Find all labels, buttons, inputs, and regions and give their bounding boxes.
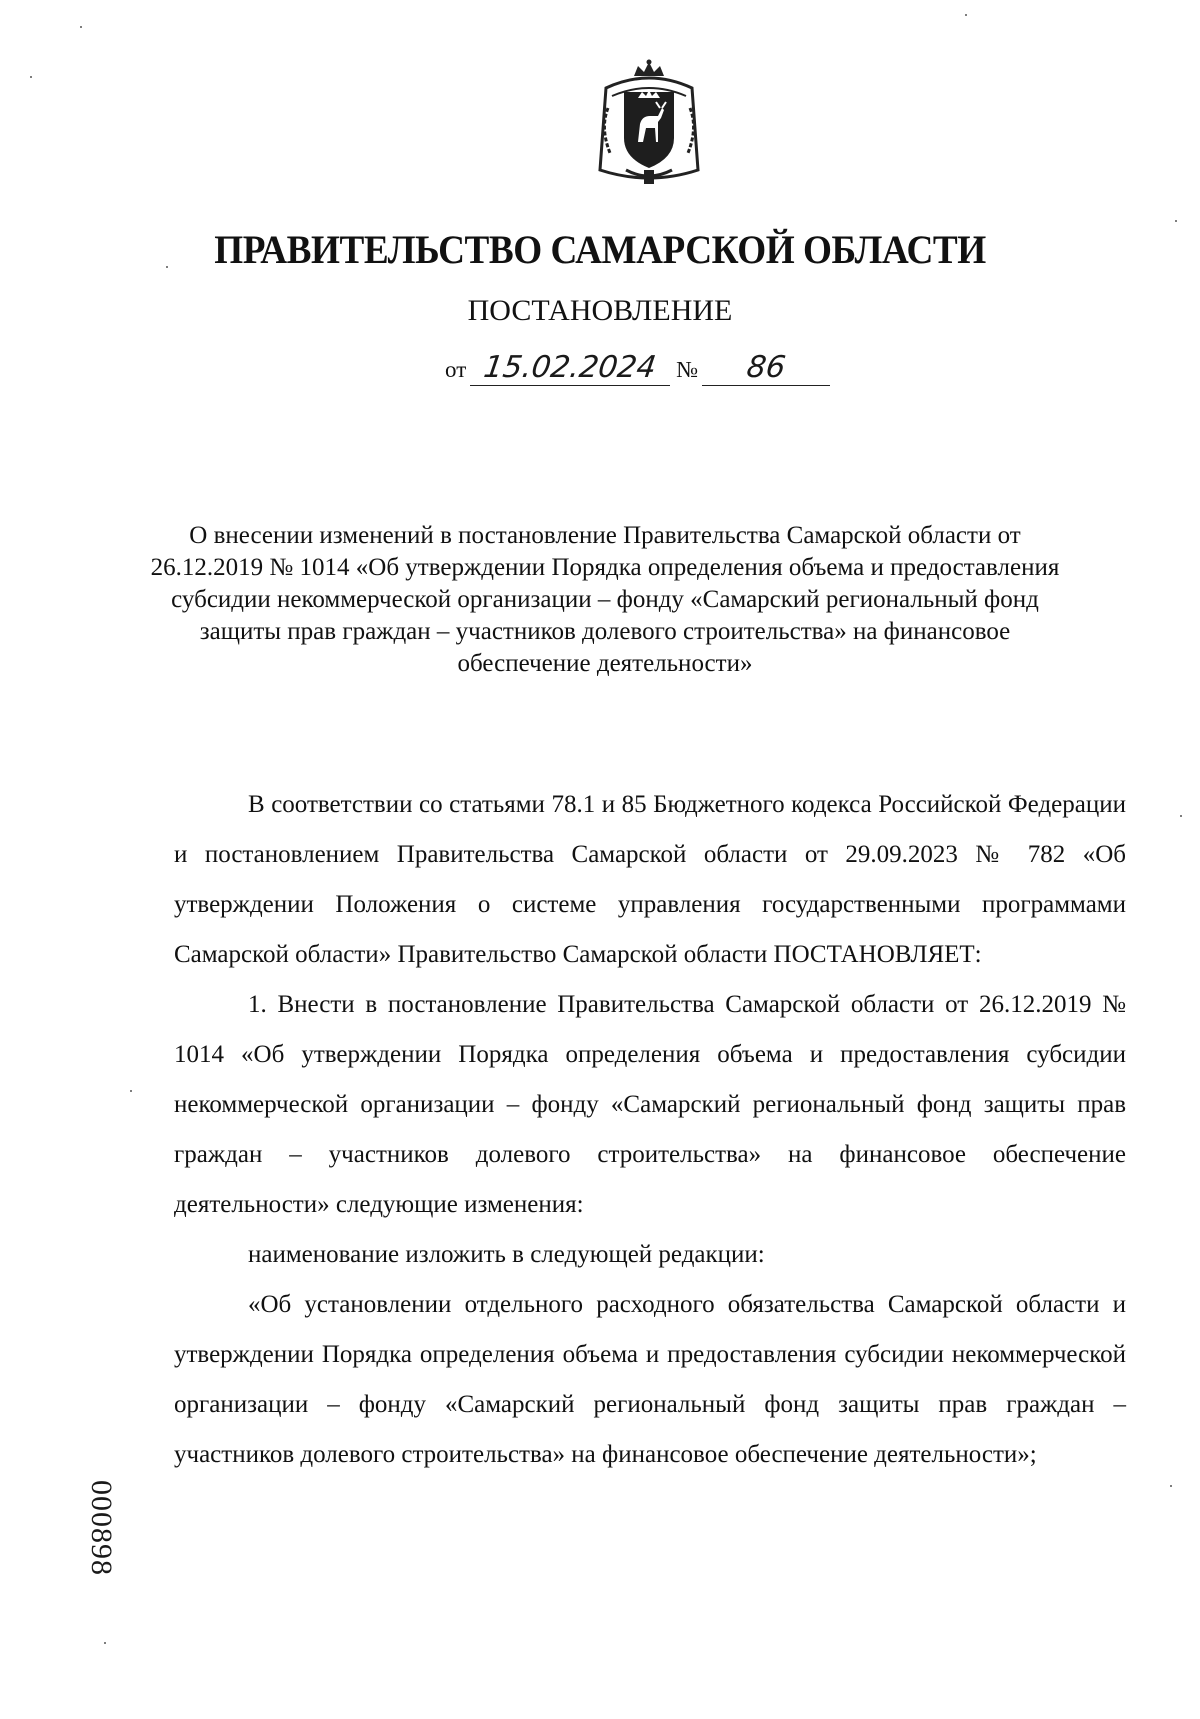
samara-coat-of-arms-icon — [586, 58, 712, 186]
item-1-sub-paragraph: наименование изложить в следующей редакции: — [248, 1241, 765, 1268]
scan-speck — [80, 26, 82, 28]
scan-speck — [1175, 220, 1177, 222]
preamble-paragraph: В соответствии со статьями 78.1 и 85 Бюджетного кодекса Российской Федерации и постановлением Правительства Самарской области от 29.09.2023 № 782 «Об утверждении Положения о системе управления государственными программами Самарской области» Правительство Самарской области ПОСТАНОВЛЯЕТ: — [174, 791, 1126, 968]
margin-stamp-number: 000898 — [85, 1480, 118, 1576]
document-date: 15.02.2024 — [481, 350, 659, 385]
item-1-paragraph: 1. Внести в постановление Правительства Самарской области от 26.12.2019 № 1014 «Об утверждении Порядка определения объема и предоставления субсидии некоммерческой организации – фонду «Самарский региональный фонд защиты прав граждан – участников долевого строительства» на финансовое обеспечение деятельности» следующие изменения: — [174, 991, 1126, 1218]
scan-speck — [130, 1090, 132, 1092]
scan-speck — [965, 14, 967, 16]
scan-speck — [166, 266, 168, 268]
date-prefix: от — [445, 357, 467, 382]
scan-speck — [104, 1642, 106, 1644]
document-type: ПОСТАНОВЛЕНИЕ — [467, 294, 733, 327]
number-prefix: № — [676, 357, 699, 382]
document-number: 86 — [744, 350, 788, 385]
scan-speck — [30, 76, 32, 78]
organization-title: ПРАВИТЕЛЬСТВО САМАРСКОЙ ОБЛАСТИ — [214, 227, 986, 272]
document-subject: О внесении изменений в постановление Правительства Самарской области от 26.12.2019 № 1014 «Об утверждении Порядка определения объема и предоставления субсидии некоммерческой организации – фонду «Самарский региональный фонд защиты прав граждан – участников долевого строительства» на финансовое обеспечение деятельности» — [150, 522, 1060, 677]
item-1-quote-paragraph: «Об установлении отдельного расходного обязательства Самарской области и утверждении Порядка определения объема и предоставления субсидии некоммерческой организации – фонду «Самарский региональный фонд защиты прав граждан – участников долевого строительства» на финансовое обеспечение деятельности»; — [174, 1291, 1126, 1468]
document-body — [174, 780, 1126, 1480]
scan-speck — [1170, 1485, 1172, 1487]
scan-speck — [1180, 815, 1182, 817]
date-number-line — [445, 350, 830, 386]
